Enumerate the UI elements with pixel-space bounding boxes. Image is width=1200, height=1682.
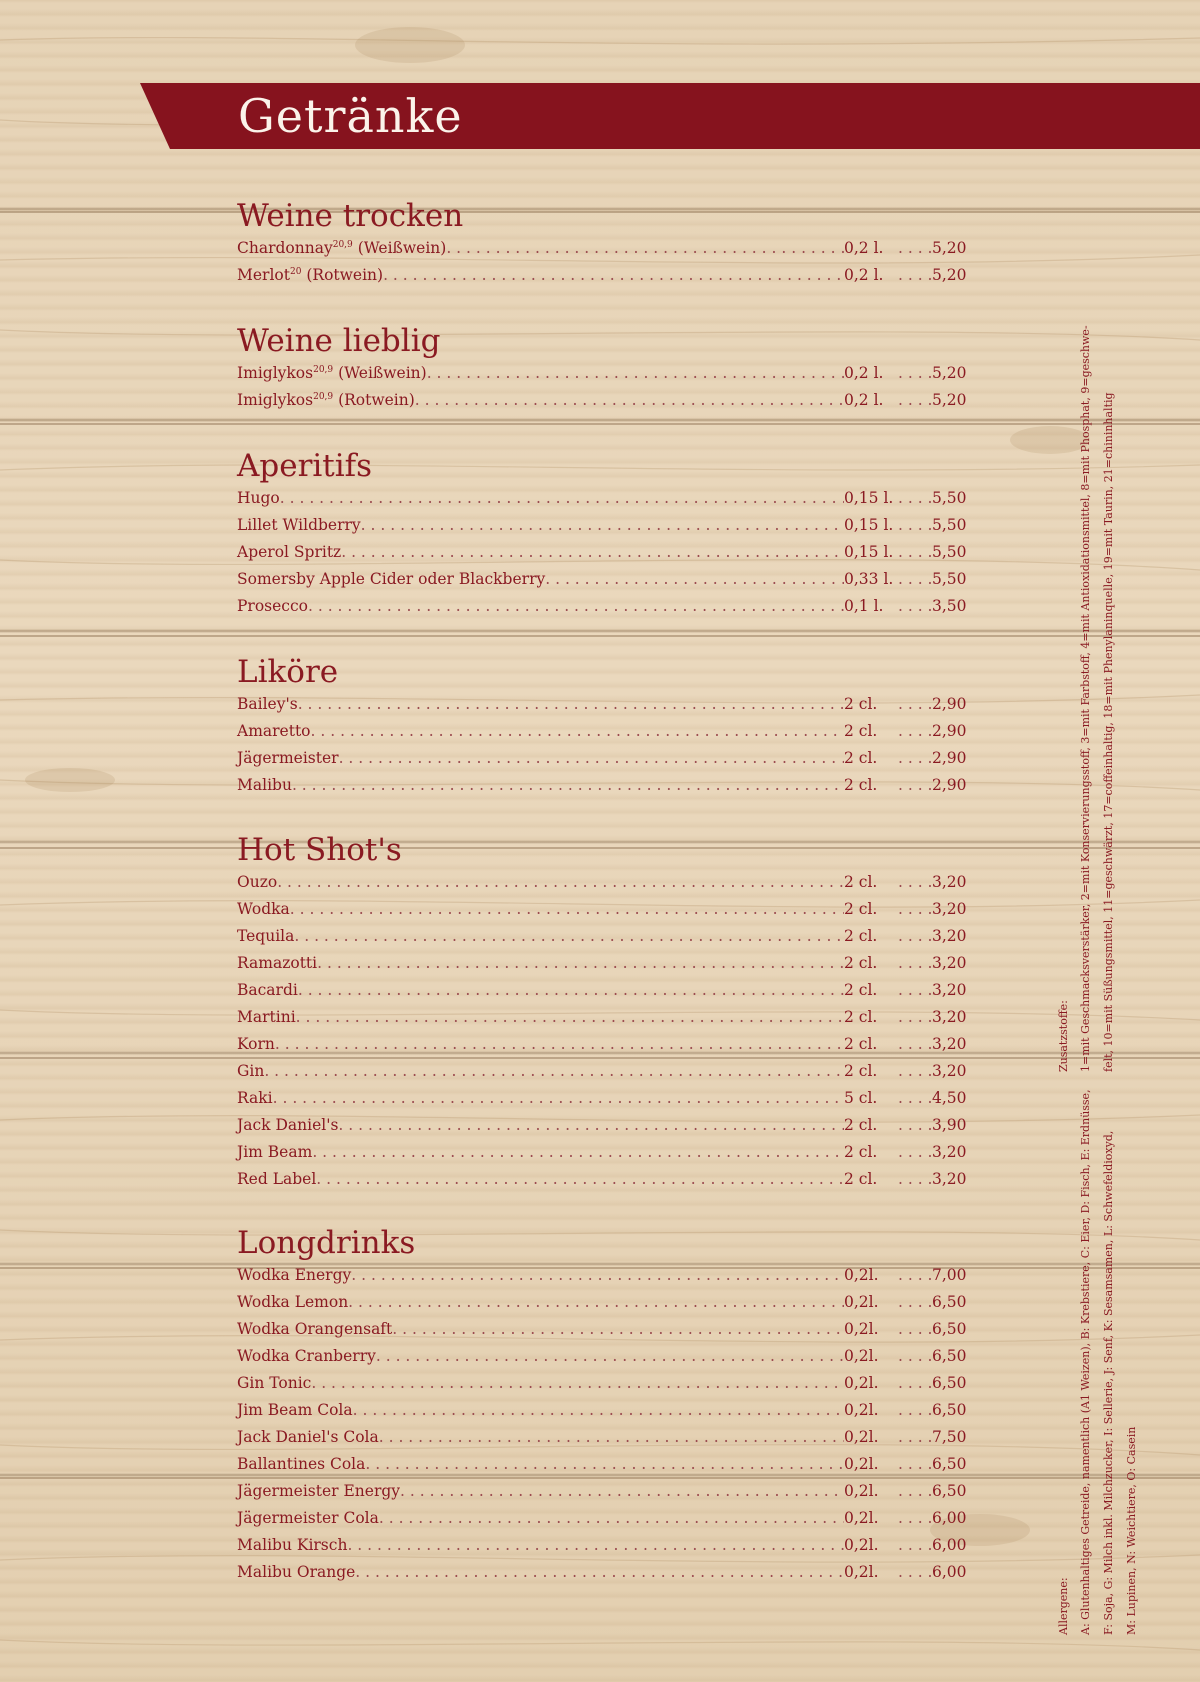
item-size: 2 cl. — [844, 900, 878, 918]
item-name — [237, 1004, 296, 1031]
dot-leader — [273, 1085, 844, 1112]
item-name-text: Bailey's — [237, 695, 298, 713]
dot-leader — [296, 1004, 844, 1031]
menu-section — [237, 1222, 967, 1586]
item-size: 2 cl. — [844, 1143, 878, 1161]
item-name — [237, 1343, 376, 1370]
item-name-text: Martini — [237, 1008, 296, 1026]
dot-leader — [376, 1343, 844, 1370]
item-name-text: Jägermeister Energy — [237, 1482, 401, 1500]
item-name-text: Jägermeister — [237, 749, 339, 767]
dot-leader — [264, 1058, 844, 1085]
page-title: Getränke — [238, 89, 463, 143]
dot-leader — [545, 566, 844, 593]
item-name-text: Malibu Orange — [237, 1563, 356, 1581]
item-name-text: Prosecco — [237, 597, 308, 615]
menu-item-row — [237, 869, 967, 896]
item-name-text: Malibu Kirsch — [237, 1536, 348, 1554]
item-name — [237, 718, 311, 745]
item-size: 0,2l. — [844, 1347, 879, 1365]
item-size: 0,2l. — [844, 1455, 879, 1473]
item-name — [237, 1031, 275, 1058]
dot-leader — [898, 485, 932, 512]
item-price: 6,50 — [932, 1374, 967, 1392]
item-name — [237, 896, 290, 923]
dot-leader — [379, 1505, 844, 1532]
item-name-text: Merlot — [237, 266, 290, 284]
item-price: 2,90 — [932, 776, 967, 794]
item-type: (Weißwein) — [333, 364, 427, 382]
dot-leader — [311, 1370, 844, 1397]
menu-item-row — [237, 1370, 967, 1397]
dot-leader — [427, 360, 844, 387]
item-price: 3,20 — [932, 981, 967, 999]
item-size: 0,2l. — [844, 1320, 879, 1338]
menu-item-row — [237, 772, 967, 799]
dot-leader — [308, 593, 844, 620]
item-name-text: Wodka Energy — [237, 1266, 352, 1284]
dot-leader — [338, 1112, 844, 1139]
item-price: 5,20 — [932, 266, 967, 284]
item-name-text: Jim Beam Cola — [237, 1401, 353, 1419]
item-price: 3,20 — [932, 900, 967, 918]
item-name-text: Jack Daniel's — [237, 1116, 339, 1134]
dot-leader — [446, 235, 844, 262]
item-name-text: Jim Beam — [237, 1143, 313, 1161]
dot-leader — [898, 1505, 932, 1532]
menu-item-row — [237, 923, 967, 950]
item-name-text: Hugo — [237, 489, 280, 507]
dot-leader — [898, 1316, 932, 1343]
dot-leader — [275, 1031, 844, 1058]
allergene-heading: Allergene: — [1057, 1577, 1070, 1635]
item-price: 6,50 — [932, 1455, 967, 1473]
item-name — [237, 1532, 347, 1559]
menu-item-row — [237, 1112, 967, 1139]
item-size: 2 cl. — [844, 1035, 878, 1053]
item-size: 0,2l. — [844, 1482, 879, 1500]
dot-leader — [298, 977, 844, 1004]
menu-item-row — [237, 387, 967, 414]
item-size: 0,15 l. — [844, 516, 894, 534]
dot-leader — [316, 1166, 844, 1193]
zusatzstoffe-line-2: felt, 10=mit Süßungsmittel, 11=geschwärzt, 17=coffeinhaltig, 18=mit Phenylaninquelle, 19=mit Taurin, 21=chininhaltig — [1102, 392, 1115, 1072]
item-size: 2 cl. — [844, 927, 878, 945]
item-name-text: Ramazotti — [237, 954, 318, 972]
dot-leader — [898, 1262, 932, 1289]
item-price: 5,50 — [932, 543, 967, 561]
item-price: 5,50 — [932, 489, 967, 507]
dot-leader — [379, 1424, 844, 1451]
section-title: Weine lieblig — [237, 323, 441, 359]
menu-item-row — [237, 1559, 967, 1586]
item-name-text: Tequila — [237, 927, 295, 945]
item-name — [237, 512, 361, 539]
item-name — [237, 745, 339, 772]
item-price: 3,90 — [932, 1116, 967, 1134]
menu-item-row — [237, 718, 967, 745]
item-size: 0,2l. — [844, 1374, 879, 1392]
section-title: Liköre — [237, 654, 339, 690]
item-size: 0,33 l. — [844, 570, 894, 588]
item-price: 5,20 — [932, 239, 967, 257]
item-size: 0,15 l. — [844, 489, 894, 507]
item-name-text: Wodka Orangensaft — [237, 1320, 393, 1338]
item-price: 3,20 — [932, 1035, 967, 1053]
menu-section — [237, 195, 967, 289]
dot-leader — [898, 262, 932, 289]
item-price: 6,50 — [932, 1320, 967, 1338]
item-name — [237, 387, 415, 414]
item-name-text: Ouzo — [237, 873, 278, 891]
dot-leader — [311, 718, 844, 745]
menu-item-row — [237, 485, 967, 512]
dot-leader — [348, 1289, 844, 1316]
dot-leader — [898, 1289, 932, 1316]
item-size: 0,2l. — [844, 1509, 879, 1527]
dot-leader — [898, 539, 932, 566]
item-price: 3,50 — [932, 597, 967, 615]
item-size: 2 cl. — [844, 981, 878, 999]
item-name — [237, 772, 292, 799]
menu-item-row — [237, 1451, 967, 1478]
item-name — [237, 1559, 355, 1586]
dot-leader — [353, 1397, 844, 1424]
item-name — [237, 923, 294, 950]
item-name-text: Imiglykos — [237, 391, 314, 409]
menu-section — [237, 445, 967, 620]
dot-leader — [898, 1559, 932, 1586]
menu-item-row — [237, 1316, 967, 1343]
menu-item-row — [237, 566, 967, 593]
item-size: 0,2l. — [844, 1428, 879, 1446]
dot-leader — [898, 1532, 932, 1559]
item-name — [237, 1397, 353, 1424]
item-size: 2 cl. — [844, 1062, 878, 1080]
item-price: 5,50 — [932, 570, 967, 588]
item-name — [237, 869, 277, 896]
menu-item-row — [237, 360, 967, 387]
item-name-text: Korn — [237, 1035, 275, 1053]
dot-leader — [898, 1478, 932, 1505]
dot-leader — [898, 1397, 932, 1424]
dot-leader — [280, 485, 844, 512]
item-size: 5 cl. — [844, 1089, 878, 1107]
item-name-text: Lillet Wildberry — [237, 516, 361, 534]
dot-leader — [294, 923, 844, 950]
dot-leader — [898, 896, 932, 923]
zusatzstoffe-heading: Zusatzstoffe: — [1057, 1000, 1070, 1072]
item-size: 2 cl. — [844, 695, 878, 713]
item-name-text: Somersby Apple Cider oder Blackberry — [237, 570, 546, 588]
item-name — [237, 539, 341, 566]
allergene-line-1: A: Glutenhaltiges Getreide, namentlich (A1 Weizen), B: Krebstiere, C: Eier, D: Fisch, E: Erdnüsse, — [1079, 1089, 1092, 1635]
menu-item-row — [237, 950, 967, 977]
item-name-text: Gin — [237, 1062, 265, 1080]
item-name-text: Chardonnay — [237, 239, 333, 257]
item-size: 2 cl. — [844, 749, 878, 767]
item-size: 0,2l. — [844, 1401, 879, 1419]
menu-item-row — [237, 235, 967, 262]
item-price: 3,20 — [932, 1008, 967, 1026]
dot-leader — [898, 745, 932, 772]
item-name-text: Jägermeister Cola — [237, 1509, 379, 1527]
item-name — [237, 235, 446, 262]
dot-leader — [317, 950, 844, 977]
menu-item-row — [237, 691, 967, 718]
dot-leader — [898, 1085, 932, 1112]
menu-item-row — [237, 1289, 967, 1316]
item-name-text: Aperol Spritz — [237, 543, 342, 561]
dot-leader — [898, 360, 932, 387]
item-price: 2,90 — [932, 749, 967, 767]
item-name-text: Bacardi — [237, 981, 298, 999]
menu-section — [237, 320, 967, 414]
zusatzstoffe-line-1: 1=mit Geschmacksverstärker, 2=mit Konservierungsstoff, 3=mit Farbstoff, 4=mit Antioxidationsmittel, 8=mit Phosphat, 9=geschwe- — [1079, 325, 1092, 1072]
item-name — [237, 1505, 379, 1532]
dot-leader — [365, 1451, 844, 1478]
dot-leader — [298, 691, 844, 718]
item-price: 3,20 — [932, 1062, 967, 1080]
dot-leader — [898, 512, 932, 539]
item-size: 0,2l. — [844, 1536, 879, 1554]
dot-leader — [312, 1139, 844, 1166]
additive-footnote: 20,9 — [332, 239, 353, 250]
dot-leader — [898, 1058, 932, 1085]
menu-item-row — [237, 1085, 967, 1112]
menu-item-row — [237, 745, 967, 772]
dot-leader — [898, 387, 932, 414]
additive-footnote: 20 — [289, 266, 302, 277]
dot-leader — [392, 1316, 844, 1343]
item-name-text: Wodka Lemon — [237, 1293, 349, 1311]
dot-leader — [339, 745, 844, 772]
section-title: Longdrinks — [237, 1225, 416, 1261]
item-name — [237, 1166, 316, 1193]
dot-leader — [898, 869, 932, 896]
item-size: 0,15 l. — [844, 543, 894, 561]
dot-leader — [898, 1112, 932, 1139]
dot-leader — [898, 235, 932, 262]
item-name-text: Imiglykos — [237, 364, 314, 382]
menu-item-row — [237, 1532, 967, 1559]
item-price: 7,50 — [932, 1428, 967, 1446]
menu-item-row — [237, 593, 967, 620]
item-name-text: Ballantines Cola — [237, 1455, 366, 1473]
menu-item-row — [237, 1139, 967, 1166]
item-name — [237, 360, 427, 387]
menu-item-row — [237, 977, 967, 1004]
item-size: 0,2l. — [844, 1266, 879, 1284]
item-size: 2 cl. — [844, 776, 878, 794]
item-price: 5,20 — [932, 364, 967, 382]
dot-leader — [383, 262, 844, 289]
item-size: 0,1 l. — [844, 597, 884, 615]
dot-leader — [355, 1559, 844, 1586]
dot-leader — [898, 718, 932, 745]
item-name — [237, 593, 308, 620]
item-price: 5,20 — [932, 391, 967, 409]
item-name — [237, 1316, 392, 1343]
item-name-text: Wodka Cranberry — [237, 1347, 376, 1365]
item-size: 2 cl. — [844, 1008, 878, 1026]
menu-item-row — [237, 1478, 967, 1505]
menu-item-row — [237, 539, 967, 566]
item-price: 6,00 — [932, 1536, 967, 1554]
dot-leader — [898, 1451, 932, 1478]
section-title: Weine trocken — [237, 198, 464, 234]
item-name — [237, 1112, 338, 1139]
dot-leader — [898, 1031, 932, 1058]
item-name — [237, 1058, 264, 1085]
item-size: 0,2 l. — [844, 266, 884, 284]
section-title: Hot Shot's — [237, 832, 402, 868]
item-size: 2 cl. — [844, 954, 878, 972]
dot-leader — [898, 772, 932, 799]
item-name — [237, 1478, 400, 1505]
allergene-line-3: M: Lupinen, N: Weichtiere, O: Casein — [1125, 1426, 1138, 1635]
item-name — [237, 1289, 348, 1316]
menu-item-row — [237, 1397, 967, 1424]
item-name — [237, 1451, 365, 1478]
item-price: 6,50 — [932, 1293, 967, 1311]
dot-leader — [361, 512, 844, 539]
item-name-text: Raki — [237, 1089, 273, 1107]
item-name — [237, 566, 545, 593]
item-name-text: Gin Tonic — [237, 1374, 312, 1392]
item-price: 2,90 — [932, 695, 967, 713]
dot-leader — [898, 923, 932, 950]
item-size: 0,2l. — [844, 1293, 879, 1311]
item-name-text: Jack Daniel's Cola — [237, 1428, 379, 1446]
item-name — [237, 1085, 273, 1112]
dot-leader — [400, 1478, 844, 1505]
item-price: 3,20 — [932, 873, 967, 891]
item-price: 3,20 — [932, 954, 967, 972]
menu-item-row — [237, 1262, 967, 1289]
item-type: (Rotwein) — [301, 266, 384, 284]
item-price: 6,00 — [932, 1509, 967, 1527]
item-price: 6,00 — [932, 1563, 967, 1581]
allergene-line-2: F: Soja, G: Milch inkl. Milchzucker, I: Sellerie, J: Senf, K: Sesamsamen, L: Schwefeldioxyd, — [1102, 1130, 1115, 1635]
item-name — [237, 950, 317, 977]
item-name-text: Amaretto — [237, 722, 311, 740]
menu-item-row — [237, 1058, 967, 1085]
item-type: (Rotwein) — [333, 391, 415, 409]
menu-item-row — [237, 896, 967, 923]
item-price: 7,00 — [932, 1266, 967, 1284]
dot-leader — [898, 977, 932, 1004]
menu-item-row — [237, 1031, 967, 1058]
menu-item-row — [237, 1424, 967, 1451]
dot-leader — [347, 1532, 844, 1559]
item-name — [237, 977, 298, 1004]
menu-item-row — [237, 1004, 967, 1031]
dot-leader — [292, 772, 844, 799]
item-price: 2,90 — [932, 722, 967, 740]
dot-leader — [415, 387, 844, 414]
item-price: 6,50 — [932, 1347, 967, 1365]
dot-leader — [898, 566, 932, 593]
item-size: 2 cl. — [844, 1170, 878, 1188]
item-name — [237, 1262, 351, 1289]
item-price: 3,20 — [932, 1143, 967, 1161]
item-name-text: Malibu — [237, 776, 292, 794]
menu-item-row — [237, 512, 967, 539]
item-size: 0,2 l. — [844, 239, 884, 257]
dot-leader — [898, 593, 932, 620]
additive-footnote: 20,9 — [313, 364, 334, 375]
item-name — [237, 262, 383, 289]
item-name — [237, 1424, 379, 1451]
item-price: 3,20 — [932, 1170, 967, 1188]
item-name-text: Red Label — [237, 1170, 317, 1188]
item-price: 6,50 — [932, 1482, 967, 1500]
item-size: 2 cl. — [844, 873, 878, 891]
menu-item-row — [237, 1166, 967, 1193]
item-name-text: Wodka — [237, 900, 290, 918]
menu-item-row — [237, 1505, 967, 1532]
item-size: 2 cl. — [844, 722, 878, 740]
item-name — [237, 1139, 312, 1166]
dot-leader — [898, 950, 932, 977]
menu-item-row — [237, 1343, 967, 1370]
item-type: (Weißwein) — [352, 239, 447, 257]
item-size: 0,2l. — [844, 1563, 879, 1581]
dot-leader — [898, 691, 932, 718]
item-size: 0,2 l. — [844, 364, 884, 382]
item-size: 2 cl. — [844, 1116, 878, 1134]
item-name — [237, 691, 298, 718]
item-name — [237, 485, 280, 512]
dot-leader — [351, 1262, 844, 1289]
item-name — [237, 1370, 311, 1397]
dot-leader — [277, 869, 844, 896]
dot-leader — [898, 1166, 932, 1193]
item-size: 0,2 l. — [844, 391, 884, 409]
dot-leader — [898, 1424, 932, 1451]
dot-leader — [898, 1139, 932, 1166]
dot-leader — [898, 1370, 932, 1397]
additive-footnote: 20,9 — [313, 391, 334, 402]
dot-leader — [341, 539, 844, 566]
dot-leader — [290, 896, 844, 923]
menu-section — [237, 829, 967, 1193]
dot-leader — [898, 1343, 932, 1370]
item-price: 4,50 — [932, 1089, 967, 1107]
item-price: 6,50 — [932, 1401, 967, 1419]
menu-section — [237, 651, 967, 799]
section-title: Aperitifs — [237, 448, 373, 484]
menu-item-row — [237, 262, 967, 289]
dot-leader — [898, 1004, 932, 1031]
item-price: 5,50 — [932, 516, 967, 534]
item-price: 3,20 — [932, 927, 967, 945]
